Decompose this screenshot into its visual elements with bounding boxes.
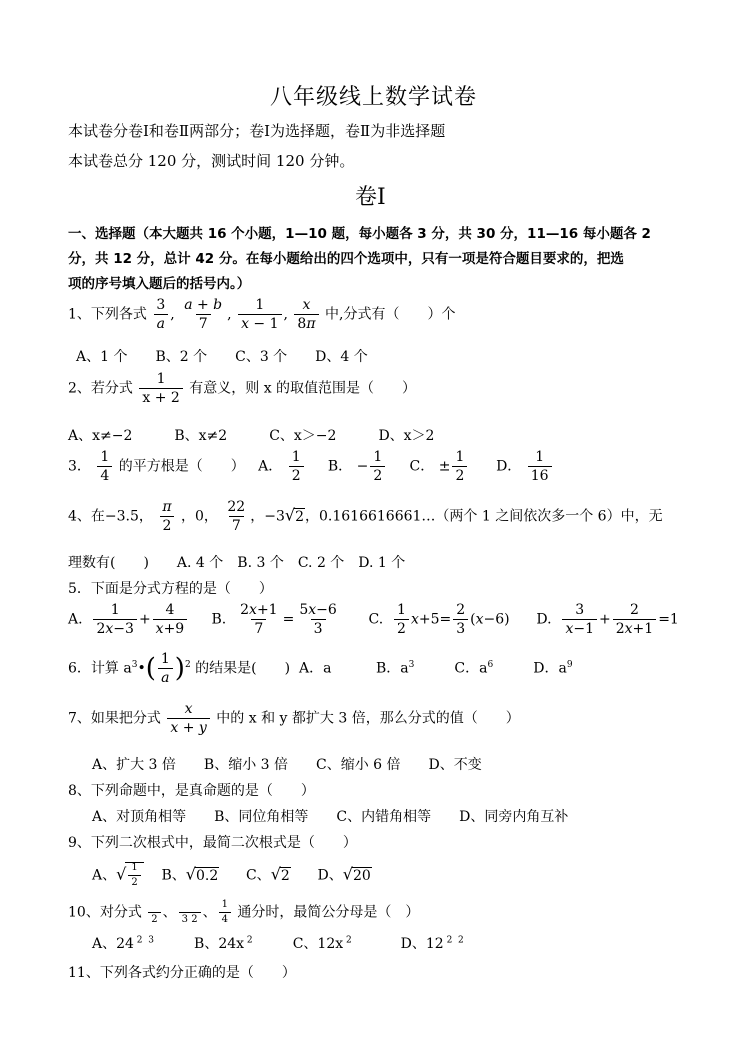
q1-options: A、1 个 B、2 个 C、3 个 D、4 个 — [76, 349, 368, 365]
fraction-x-over-8pi: $\frac{x}{8\pi}$ — [294, 298, 318, 331]
question-11: 11、下列各式约分正确的是（ ） — [68, 965, 296, 981]
question-9: 9、下列二次根式中，最简二次根式是（ ） — [68, 835, 357, 851]
instructions-line-2: 分，共 12 分，总计 42 分。在每小题给出的四个选项中，只有一项是符合题目要求的，把选 — [68, 251, 624, 267]
q5-options: A. $\frac{1}{2x-3}$ + $\frac{4}{x+9}$ B. $\frac{2x+1}{7}$ = $\frac{5x-6}{3}$ C. $\frac{1}{2}$ x+5= $\frac{2}{3}$ (x−6) D. $\frac{3}{x-1}$ + $\frac{2}{2x+1}$ =1 — [68, 602, 679, 637]
question-3: 3． $\frac{1}{4}$ 的平方根是（ ） A． $\frac{1}{2}$ B． − $\frac{1}{2}$ C． ± $\frac{1}{2}$ D． $\frac{1}{16}$ — [68, 450, 554, 483]
question-8: 8、下列命题中，是真命题的是（ ） — [68, 783, 315, 799]
intro-line-1: 本试卷分卷Ⅰ和卷Ⅱ两部分；卷Ⅰ为选择题，卷Ⅱ为非选择题 — [68, 122, 446, 140]
question-2: 2、若分式 $\frac{1}{x + 2}$ 有意义，则 x 的取值范围是（ ） — [68, 371, 417, 406]
fraction-1-over-x-minus-1: $\frac{1}{x - 1}$ — [238, 298, 281, 331]
question-7: 7、如果把分式 $\frac{x}{x + y}$ 中的 x 和 y 都扩大 3 倍，那么分式的值（ ） — [68, 701, 520, 736]
intro-line-2: 本试卷总分 120 分，测试时间 120 分钟。 — [68, 152, 355, 170]
q10-options: A、24 $^{2 3}$ B、24x $^2$ C、12x $^2$ D、12 $^{2 2}$ — [92, 935, 464, 952]
instructions-line-1: 一、选择题（本大题共 16 个小题，1—10 题，每小题各 3 分，共 30 分，11—16 每小题各 2 — [68, 226, 651, 242]
question-1: 1、下列各式 $\frac{3}{a}$ , $\frac{a + b}{7}$ , $\frac{1}{x - 1}$ , $\frac{x}{8\pi}$ 中,分式有（ ）个 — [68, 297, 456, 332]
fraction-1-over-x-plus-2: $\frac{1}{x + 2}$ — [139, 372, 182, 405]
q7-options: A、扩大 3 倍 B、缩小 3 倍 C、缩小 6 倍 D、不变 — [92, 757, 482, 773]
question-6: 6．计算 $a^3•$( $\frac{1}{a}$ )$^2$ 的结果是( ) A．a B．$a^3$ C．$a^6$ D．$a^9$ — [68, 651, 573, 686]
fraction-a-plus-b-over-7: $\frac{a + b}{7}$ — [184, 297, 223, 332]
q8-options: A、对顶角相等 B、同位角相等 C、内错角相等 D、同旁内角互补 — [92, 809, 569, 825]
q4-line-2: 理数有( ) A. 4 个 B. 3 个 C. 2 个 D. 1 个 — [68, 555, 406, 571]
exam-title: 八年级线上数学试卷 — [270, 85, 478, 110]
q2-options: A、x≠−2 B、x≠2 C、x＞−2 D、x＞2 — [68, 428, 435, 444]
question-5: 5．下面是分式方程的是（ ） — [68, 581, 273, 597]
question-4: 4、在−3.5， $\frac{\pi}{2}$ ，0， $\frac{22}{7}$ ，−3√2，0.1616616661…（两个 1 之间依次多一个 6）中，无 — [68, 499, 663, 534]
section-title: 卷Ⅰ — [355, 185, 386, 210]
q9-options: A、√ $\frac{1}{2}$ B、√0.2 C、√2 D、√20 — [92, 862, 371, 888]
instructions-line-3: 项的序号填入题后的括号内。） — [68, 276, 251, 292]
fraction-3-over-a: $\frac{3}{a}$ — [153, 298, 168, 331]
question-10: 10、对分式 2 、 3 2 、 $\frac{1}{4}$ 通分时，最简公分母是（ ） — [68, 899, 420, 925]
